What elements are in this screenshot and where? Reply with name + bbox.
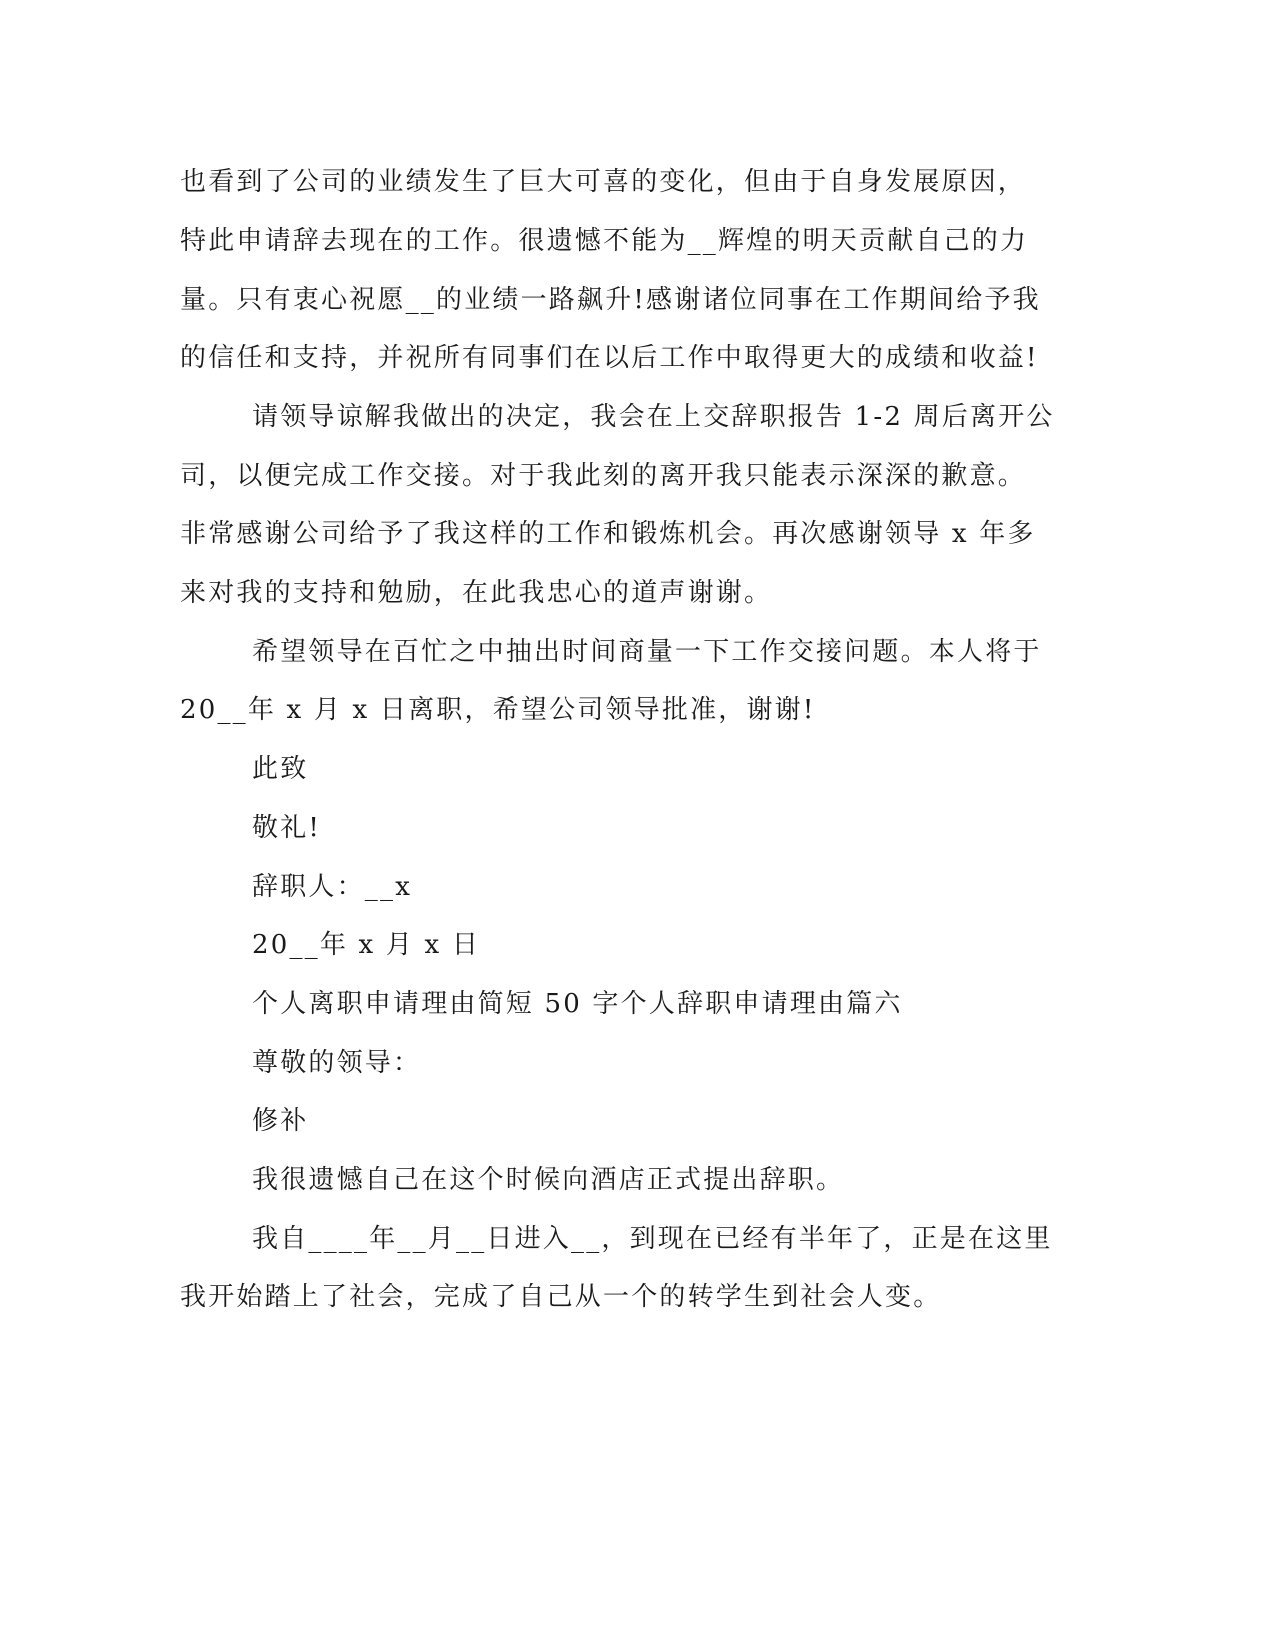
text-line: 司，以便完成工作交接。对于我此刻的离开我只能表示深深的歉意。 [180, 461, 1027, 491]
text-line: 我开始踏上了社会，完成了自己从一个的转学生到社会人变。 [180, 1282, 942, 1312]
closing-salutation: 此致 [252, 754, 309, 784]
closing-regards: 敬礼! [252, 813, 322, 843]
text-line: 来对我的支持和勉励，在此我忠心的道声谢谢。 [180, 578, 773, 608]
text-line: 20__年 x 月 x 日离职，希望公司领导批准，谢谢! [180, 695, 816, 725]
text-line: 我自____年__月__日进入__，到现在已经有半年了，正是在这里 [252, 1224, 1053, 1254]
text-line: 特此申请辞去现在的工作。很遗憾不能为__辉煌的明天贡献自己的力 [180, 226, 1029, 256]
greeting: 尊敬的领导： [252, 1048, 422, 1078]
text-line: 请领导谅解我做出的决定，我会在上交辞职报告 1-2 周后离开公 [252, 402, 1055, 432]
text-line: 修补 [252, 1106, 309, 1136]
text-line: 非常感谢公司给予了我这样的工作和锻炼机会。再次感谢领导 x 年多 [180, 519, 1036, 549]
text-line: 量。只有衷心祝愿__的业绩一路飙升!感谢诸位同事在工作期间给予我 [180, 285, 1041, 315]
text-line: 我很遗憾自己在这个时候向酒店正式提出辞职。 [252, 1165, 845, 1195]
signature-line: 辞职人：__x [252, 872, 413, 902]
text-line: 希望领导在百忙之中抽出时间商量一下工作交接问题。本人将于 [252, 637, 1042, 667]
text-line: 也看到了公司的业绩发生了巨大可喜的变化，但由于自身发展原因， [180, 167, 1027, 197]
section-heading: 个人离职申请理由简短 50 字个人辞职申请理由篇六 [252, 989, 903, 1019]
text-line: 的信任和支持，并祝所有同事们在以后工作中取得更大的成绩和收益! [180, 343, 1039, 373]
date-line: 20__年 x 月 x 日 [252, 930, 481, 960]
